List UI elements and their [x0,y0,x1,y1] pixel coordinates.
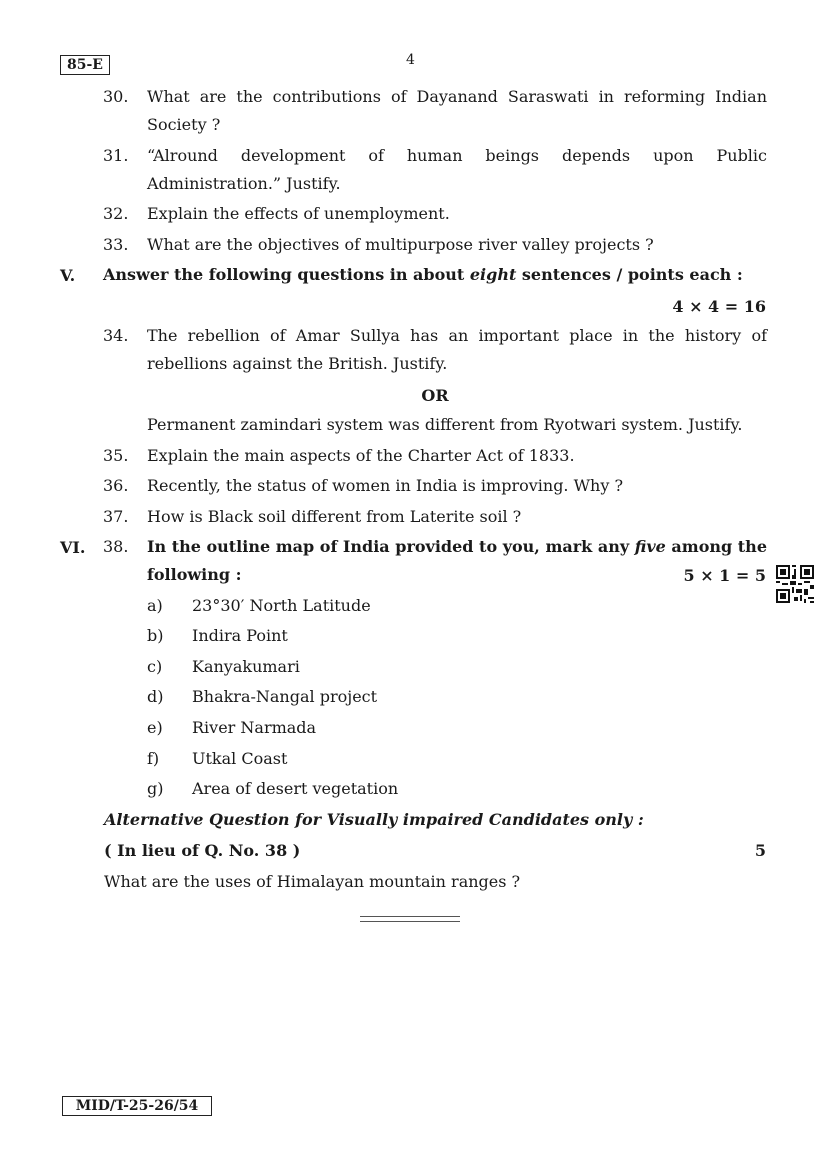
question-38 [103,533,767,589]
question-37 [103,503,767,531]
option-text: 23°30′ North Latitude [192,596,371,615]
question-text-line: What are the contributions of Dayanand Saraswati in reforming Indian [147,87,767,106]
question-text-line: Recently, the status of women in India is improving. Why ? [147,476,624,495]
question-text-line: “Alround development of human beings depends upon Public [147,146,767,165]
question-number: 35. [103,446,129,465]
question-number: 38. [103,537,129,556]
map-option-b [147,622,288,650]
question-31 [103,142,767,198]
question-text-line: The rebellion of Amar Sullya has an important place in the history of [147,326,767,345]
question-number: 32. [103,204,129,223]
question-text-line: Explain the main aspects of the Charter Act of 1833. [147,446,575,465]
option-text: Utkal Coast [192,749,288,768]
footer-code-badge: MID/T-25-26/54 [62,1096,212,1116]
option-letter: a) [147,596,163,615]
instruction-pre: In the outline map of India provided to you, mark any [147,537,635,556]
question-number: 34. [103,326,129,345]
question-30 [103,83,767,139]
question-36 [103,472,767,500]
instruction-pre: Answer the following questions in about [103,265,470,284]
question-38-instruction-line2: following : [147,565,242,584]
question-34-alternative [103,411,767,439]
section-vi-label: VI. [60,538,86,557]
question-33 [103,231,767,259]
option-letter: c) [147,657,163,676]
alternative-question-text: What are the uses of Himalayan mountain ranges ? [104,872,521,891]
question-number: 30. [103,87,129,106]
or-separator: OR [421,386,449,405]
question-text-line: Administration.” Justify. [147,174,341,193]
alternative-question-heading: Alternative Question for Visually impaired Candidates only : [104,810,644,829]
question-number: 36. [103,476,129,495]
page-number: 4 [406,52,415,68]
question-text-line: Explain the effects of unemployment. [147,204,450,223]
option-text: Kanyakumari [192,657,300,676]
map-option-f [147,745,287,773]
section-vi-marks: 5 × 1 = 5 [683,566,766,585]
map-option-a [147,592,371,620]
option-letter: g) [147,779,164,798]
in-lieu-note: ( In lieu of Q. No. 38 ) [104,841,301,860]
option-letter: d) [147,687,164,706]
qr-code-icon [776,565,814,603]
option-letter: b) [147,626,164,645]
question-35 [103,442,767,470]
instruction-post: sentences / points each : [516,265,743,284]
end-divider [360,916,460,922]
option-letter: e) [147,718,163,737]
instruction-emphasis: eight [469,265,517,284]
map-option-g [147,775,398,803]
paper-code-badge: 85-E [60,55,110,75]
question-text-line: Permanent zamindari system was different from Ryotwari system. Justify. [147,415,743,434]
option-letter: f) [147,749,160,768]
question-text-line: rebellions against the British. Justify. [147,354,448,373]
question-34 [103,322,767,378]
alternative-marks: 5 [754,841,766,860]
question-number: 33. [103,235,129,254]
option-text: Area of desert vegetation [192,779,399,798]
question-text-line: What are the objectives of multipurpose river valley projects ? [147,235,654,254]
section-v-instruction [103,261,767,289]
question-32 [103,200,767,228]
option-text: Bhakra-Nangal project [192,687,378,706]
question-number: 31. [103,146,129,165]
question-text-line: How is Black soil different from Laterite soil ? [147,507,522,526]
section-v-marks: 4 × 4 = 16 [672,297,766,316]
map-option-c [147,653,300,681]
section-v-label: V. [60,266,76,285]
question-text-line: Society ? [147,115,221,134]
question-38-instruction [147,533,767,561]
map-option-e [147,714,316,742]
option-text: Indira Point [192,626,288,645]
map-option-d [147,683,377,711]
instruction-post: among the [665,537,767,556]
question-number: 37. [103,507,129,526]
instruction-emphasis: five [634,537,666,556]
option-text: River Narmada [192,718,317,737]
